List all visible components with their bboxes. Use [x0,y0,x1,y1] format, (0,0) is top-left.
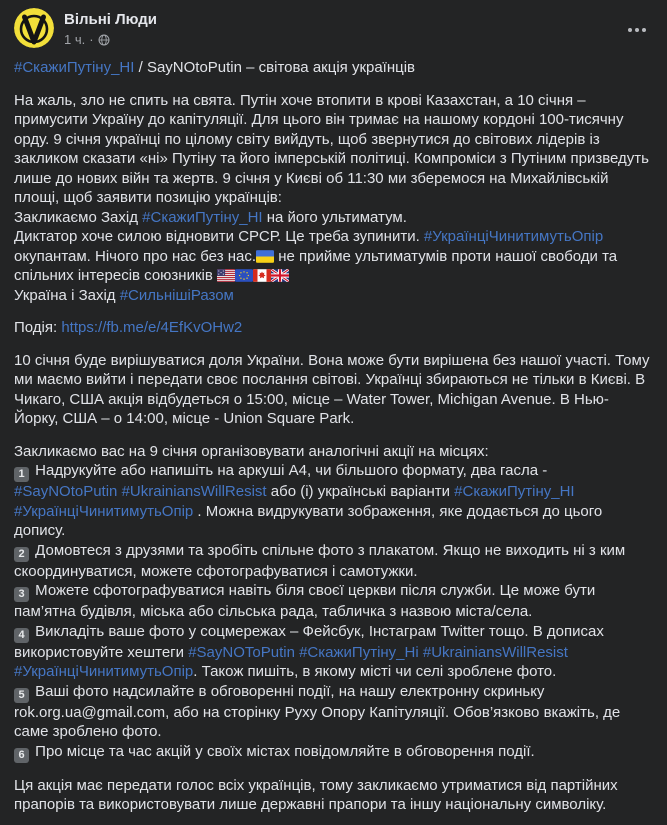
keycap-1-icon: 1 [14,467,29,482]
text-run: або (і) українські варіанти [266,483,455,500]
keycap-2-icon: 2 [14,547,29,562]
post-body-text [14,58,653,815]
flag-eu-icon [235,269,253,282]
text-run: . Можна видрукувати зображення, яке додається до цього допису. [14,502,603,539]
text-line [14,91,653,208]
text-line [14,581,653,622]
post-options-menu-button[interactable] [621,18,653,42]
page-avatar-vilni-lyudy-logo[interactable] [14,8,54,48]
text-run: Надрукуйте або напишіть на аркуші А4, чи більшого формату, два гасла - [31,462,548,479]
post-block-instructions [14,442,653,763]
hashtag-link[interactable]: #СкажиПутіну_НІ [142,208,263,226]
text-run: на його ультиматум. [262,208,407,226]
text-line [14,622,653,682]
dot-icon [635,28,639,32]
post-block-intro [14,91,653,306]
post-header [14,8,653,48]
hashtag-link[interactable]: #UkrainiansWillResist [121,483,267,500]
text-run: Подія: [14,319,62,336]
hashtag-link[interactable]: #СильнішіРазом [119,286,234,304]
text-run: Можете сфотографуватися навіть біля своєї церкви після служби. Це може бути пам’ятна будівля, міська або сільська рада, табличка з назвою міста/села. [14,582,596,620]
text-run: Ваші фото надсилайте в обговоренні події, на нашу електронну скриньку rok.org.ua@gmail.com, або на сторінку Руху Опору Капітуляції. Обов’язково вкажіть, де саме зроблено фото. [14,682,621,740]
text-run: . Також пишіть, в якому місті чи селі зроблене фото. [193,663,557,680]
text-line [14,742,653,763]
keycap-4-icon: 4 [14,628,29,643]
globe-privacy-icon [98,34,110,46]
text-line [14,286,653,306]
dot-icon [628,28,632,32]
keycap-3-icon: 3 [14,587,29,602]
post-block-title [14,58,653,78]
text-run: Про місце та час акцій у своїх містах повідомляйте в обговорення події. [31,742,535,760]
text-run: Диктатор хоче силою відновити СРСР. Це треба зупинити. [14,228,424,245]
text-line [14,442,653,462]
hashtag-link[interactable]: #SayNOToPutin [188,643,295,661]
text-line [14,351,653,429]
text-run: / SayNOtoPutin – світова акція українців [134,59,416,76]
post-timestamp[interactable]: 1 ч. [64,32,86,47]
text-line [14,541,653,582]
text-run: Викладіть ваше фото у соцмережах – Фейсбук, Інстаграм Twitter тощо. В дописах використовуйте хештеги [14,622,604,661]
post-block-outro [14,776,653,815]
text-line [14,208,653,228]
hashtag-link[interactable]: #UkrainiansWillResist [422,643,568,661]
hashtag-link[interactable]: #СкажиПутіну_НІ [454,483,575,500]
hashtag-link[interactable]: #SayNOtoPutin [14,483,118,500]
text-run: окупантам. Нічого про нас без нас. [14,247,257,265]
text-run: Закликаємо Захід [14,208,143,226]
dot-icon [642,28,646,32]
meta-separator: · [89,32,94,47]
url-link[interactable]: https://fb.me/e/4EfKvOHw2 [61,319,243,336]
keycap-5-icon: 5 [14,688,29,703]
text-line [14,461,653,541]
text-run: Україна і Захід [14,286,120,304]
post-block-event [14,318,653,338]
text-run: не прийме ультиматумів проти нашої свободи та спільних інтересів союзників [14,247,618,284]
text-line [14,682,653,742]
text-line [14,58,653,78]
keycap-6-icon: 6 [14,748,29,763]
hashtag-link[interactable]: #УкраїнціЧинитимутьОпір [14,663,194,680]
text-run: 10 січня буде вирішуватися доля України. Вона може бути вирішена без нашої участі. Тому ми маємо вийти і передати своє послання світові. Українці збираються не тільки в Києві. В Чикаго, США акція відбудеться о 15:00, місце – Water Tower, Michigan Avenue. В Нью-Йорку, США – о 14:00, місце - Union Square Park. [14,351,650,427]
hashtag-link[interactable]: #УкраїнціЧинитимутьОпір [14,502,194,520]
post-block-world-actions [14,351,653,429]
flag-uk-icon [271,269,289,282]
text-line [14,318,653,338]
hashtag-link[interactable]: #СкажиПутіну_НІ [14,59,135,76]
text-run: Домовтеся з друзями та зробіть спільне фото з плакатом. Якщо не виходить ні з ким скоординуватися, можете сфотографуватися і самотужки. [14,541,626,580]
flag-canada-icon [253,269,271,282]
hashtag-link[interactable]: #УкраїнціЧинитимутьОпір [423,228,604,245]
post-meta-row [64,32,157,47]
header-meta [64,8,157,47]
flag-ukraine-icon [256,250,274,263]
flag-us-icon [217,269,235,282]
text-run: Закликаємо вас на 9 січня організовувати аналогічні акції на місцях: [14,442,489,460]
text-line [14,227,653,286]
text-line [14,776,653,815]
hashtag-link[interactable]: #СкажиПутіну_Ні [299,643,419,661]
text-run: На жаль, зло не спить на свята. Путін хоче втопити в крові Казахстан, а 10 січня – примусити Україну до капітуляції. Для цього він тримає на нашому кордоні 100-тисячну орду. 9 січня українці по цілому світу вийдуть, щоб звернутися до світових лідерів із закликом сказати «ні» Путіну та його імперській політиці. Компроміси з Путіним призведуть лише до нових війн та жертв. 9 січня у Києві об 11:30 ми зберемося на Михайлівській площі, щоб заявити позицію українців: [14,91,649,206]
page-name-link[interactable]: Вільні Люди [64,11,158,28]
text-run: Ця акція має передати голос всіх українців, тому закликаємо утриматися від партійних прапорів та використовувати лише державні прапори та іншу національну символіку. [14,776,618,813]
